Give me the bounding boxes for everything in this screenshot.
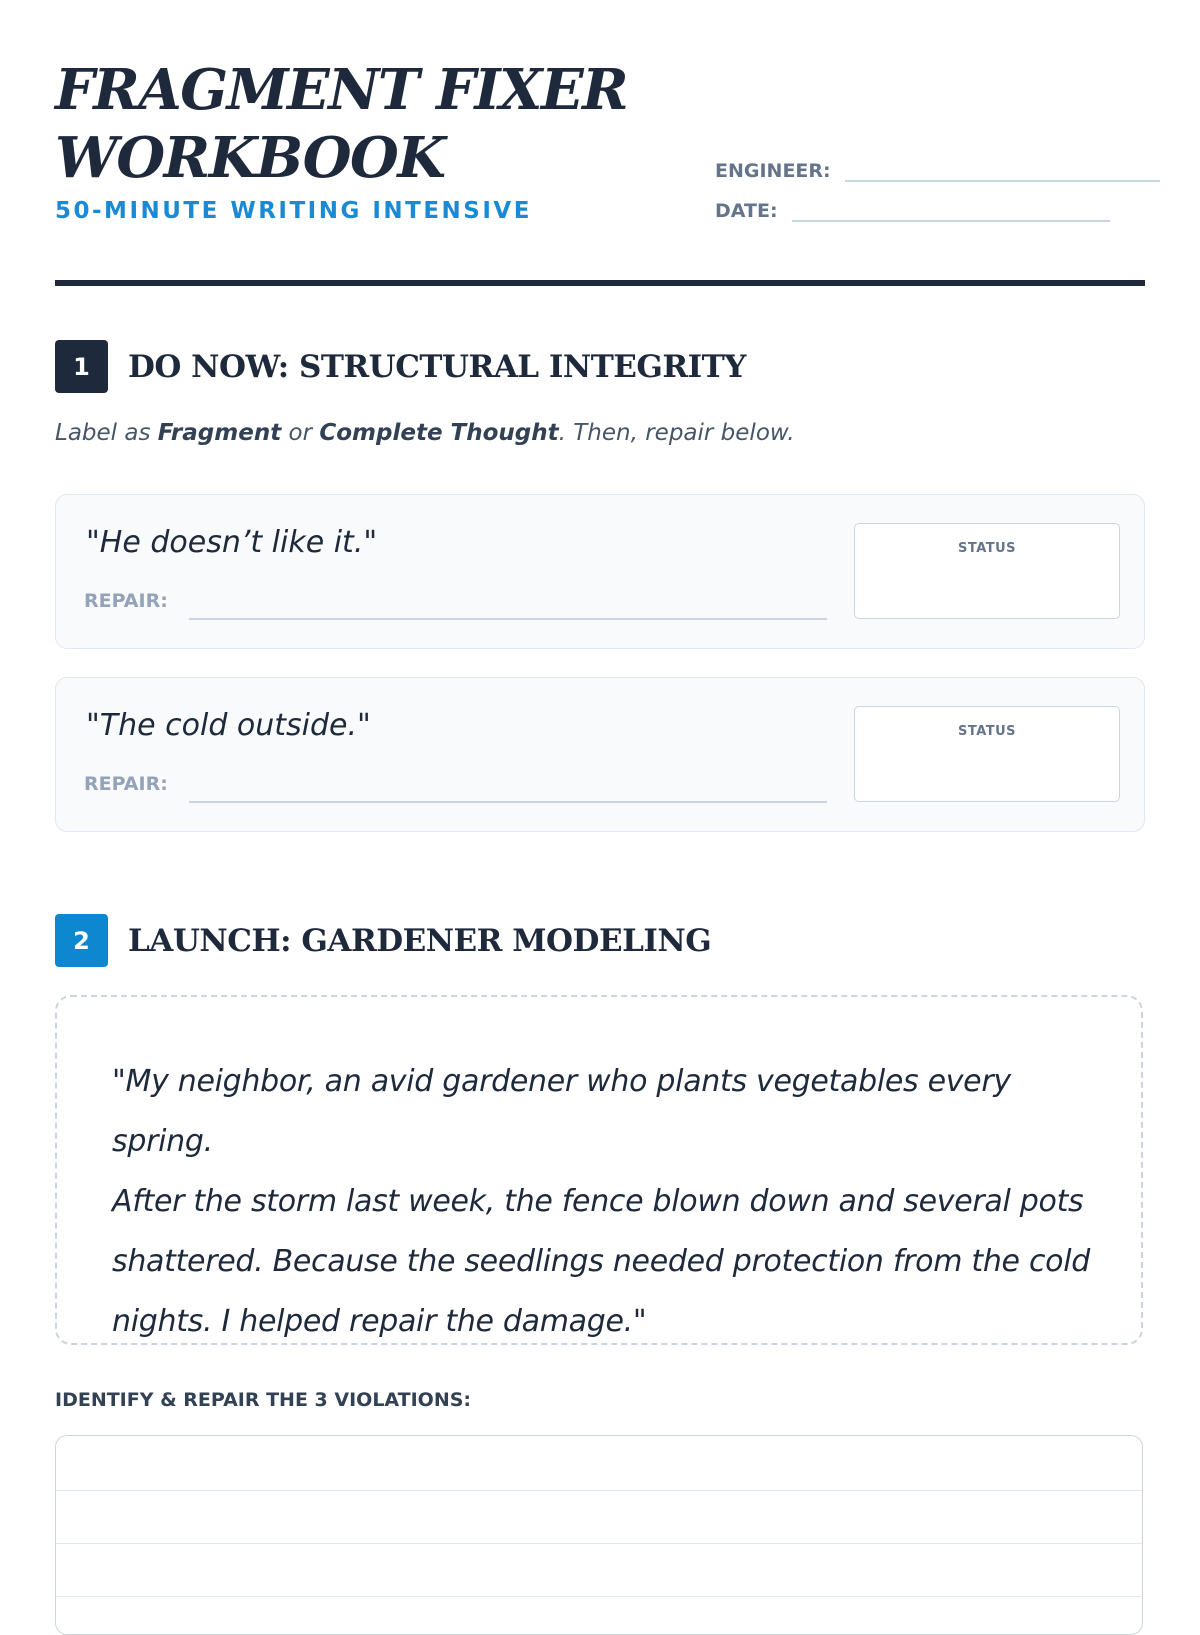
status-box[interactable] <box>854 706 1120 802</box>
answer-line[interactable] <box>56 1490 1142 1491</box>
title-line-2: WORKBOOK <box>55 125 445 191</box>
model-passage <box>112 1052 1102 1352</box>
worksheet-page <box>55 0 1145 1411</box>
section-1-instructions <box>55 420 795 446</box>
repair-label: REPAIR: <box>84 773 168 795</box>
engineer-blank-line[interactable] <box>845 158 1160 182</box>
date-field <box>715 198 1110 222</box>
section-1-title: DO NOW: STRUCTURAL INTEGRITY <box>128 348 746 385</box>
section-1-badge: 1 <box>55 340 108 393</box>
instructions-prefix: Label as <box>55 420 158 446</box>
status-box[interactable] <box>854 523 1120 619</box>
passage-line-4: nights. I helped repair the damage." <box>112 1304 647 1339</box>
instructions-middle: or <box>281 420 320 446</box>
status-label: STATUS <box>957 541 1017 556</box>
workbook-title <box>55 56 695 192</box>
repair-label: REPAIR: <box>84 590 168 612</box>
section-2-heading <box>55 914 711 967</box>
section-2-title: LAUNCH: GARDENER MODELING <box>128 922 712 959</box>
card-sentence: "He doesn’t like it." <box>86 525 378 560</box>
card-sentence: "The cold outside." <box>86 708 371 743</box>
workbook-subtitle: 50-MINUTE WRITING INTENSIVE <box>55 198 532 224</box>
section-1-heading <box>55 340 746 393</box>
date-label: DATE: <box>715 200 778 222</box>
answer-line[interactable] <box>56 1596 1142 1597</box>
model-passage-box <box>55 995 1143 1345</box>
repair-blank-line[interactable] <box>189 618 827 620</box>
header-divider <box>55 280 1145 286</box>
repair-blank-line[interactable] <box>189 801 827 803</box>
answer-line[interactable] <box>56 1543 1142 1544</box>
title-line-1: FRAGMENT FIXER <box>55 57 628 123</box>
engineer-field <box>715 158 1160 182</box>
engineer-label: ENGINEER: <box>715 160 831 182</box>
section-2-badge: 2 <box>55 914 108 967</box>
instructions-term-fragment: Fragment <box>157 420 282 446</box>
worksheet-header <box>55 0 1145 290</box>
passage-line-3: shattered. Because the seedlings needed protection from the cold <box>112 1244 1090 1279</box>
passage-line-2: After the storm last week, the fence blown down and several pots <box>112 1184 1084 1219</box>
answer-lines-box[interactable] <box>55 1435 1143 1635</box>
identify-violations-label: IDENTIFY & REPAIR THE 3 VIOLATIONS: <box>55 1389 472 1411</box>
date-blank-line[interactable] <box>792 198 1110 222</box>
instructions-suffix: . Then, repair below. <box>558 420 795 446</box>
fragment-card-2 <box>55 677 1145 832</box>
fragment-card-1 <box>55 494 1145 649</box>
instructions-term-complete: Complete Thought <box>319 420 559 446</box>
passage-line-1: "My neighbor, an avid gardener who plants vegetables every spring. <box>112 1064 1011 1159</box>
status-label: STATUS <box>957 724 1017 739</box>
